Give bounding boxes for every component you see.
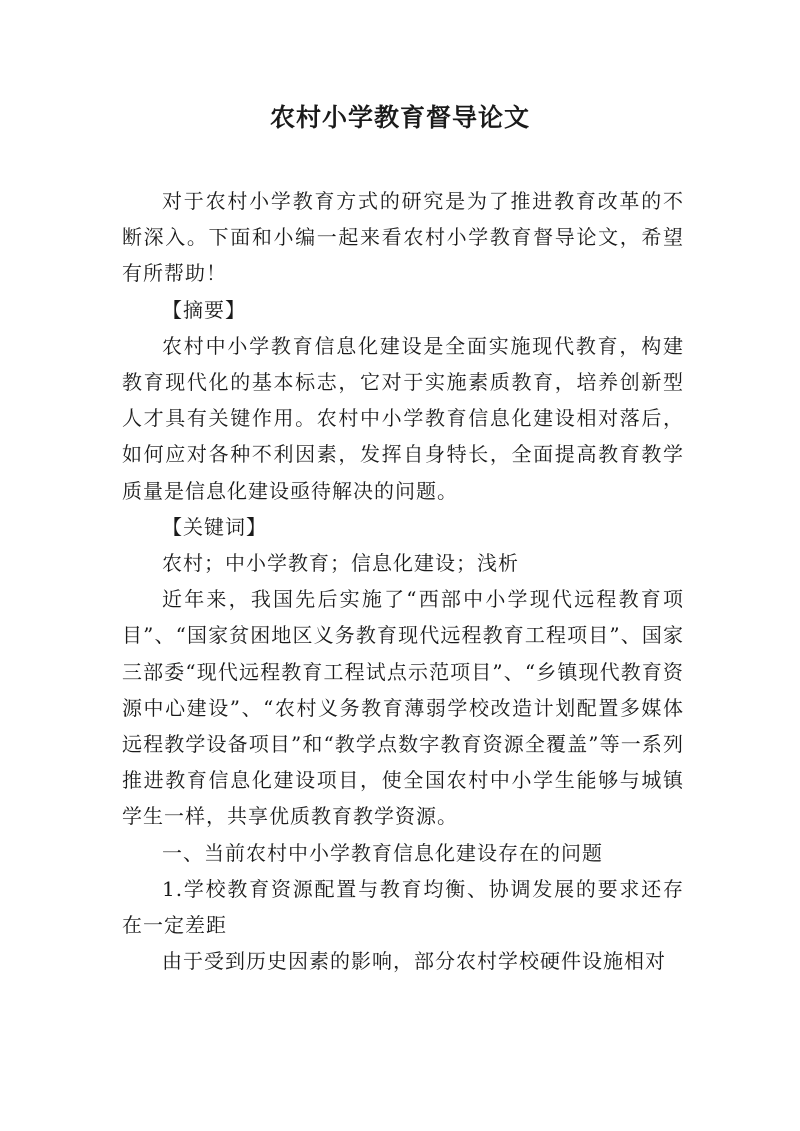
heading-abstract: 【摘要】 [162, 297, 246, 322]
section-heading-problems: 一、当前农村中小学教育信息化建设存在的问题 [162, 840, 603, 865]
paragraph-history: 由于受到历史因素的影响，部分农村学校硬件设施相对 [162, 949, 666, 974]
paragraph-intro: 对于农村小学教育方式的研究是为了推进教育改革的不断深入。下面和小编一起来看农村小学教育督导论文，希望有所帮助！ [122, 189, 684, 286]
subsection-heading-1: 1.学校教育资源配置与教育均衡、协调发展的要求还存在一定差距 [122, 876, 684, 938]
document-body [122, 183, 684, 979]
paragraph-background: 近年来，我国先后实施了“西部中小学现代远程教育项目”、“国家贫困地区义务教育现代远程教育工程项目”、国家三部委“现代远程教育工程试点示范项目”、“乡镇现代教育资源中心建设”、“农村义务教育薄弱学校改造计划配置多媒体远程教学设备项目”和“教学点数字教育资源全覆盖”等一系列推进教育信息化建设项目，使全国农村中小学生能够与城镇学生一样，共享优质教育教学资源。 [122, 587, 684, 829]
heading-keywords: 【关键词】 [162, 514, 267, 539]
paragraph-abstract: 农村中小学教育信息化建设是全面实施现代教育，构建教育现代化的基本标志，它对于实施素质教育，培养创新型人才具有关键作用。农村中小学教育信息化建设相对落后，如何应对各种不利因素，发挥自身特长，全面提高教育教学质量是信息化建设亟待解决的问题。 [122, 333, 684, 503]
paragraph-keywords: 农村；中小学教育；信息化建设；浅析 [162, 551, 519, 576]
document-title: 农村小学教育督导论文 [269, 103, 530, 132]
